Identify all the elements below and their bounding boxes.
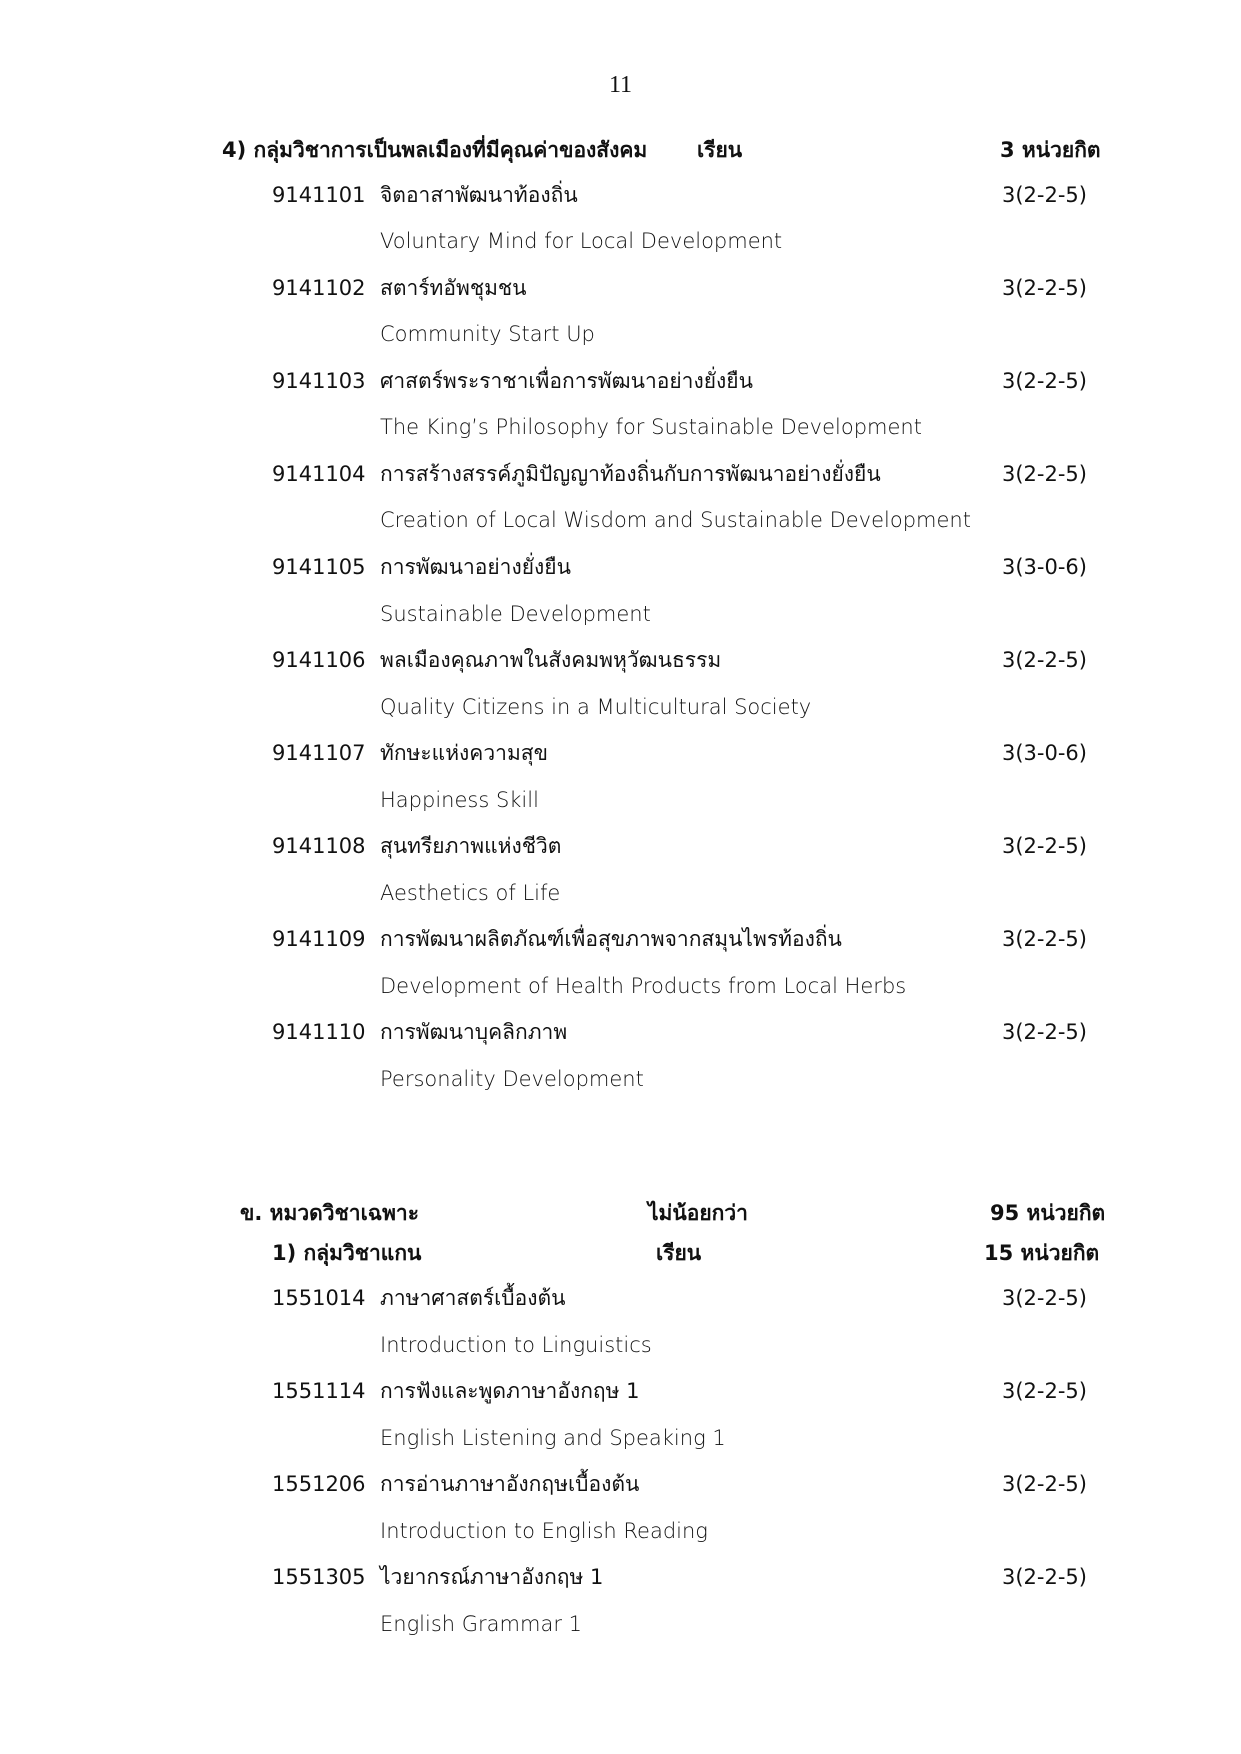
course-credit: 3(3-0-6) [1002, 741, 1087, 765]
course-code: 9141105 [272, 555, 366, 579]
course-row [0, 268, 1241, 308]
course-code: 1551305 [272, 1565, 366, 1589]
course-credit: 3(2-2-5) [1002, 1565, 1087, 1589]
course-credit: 3(2-2-5) [1002, 834, 1087, 858]
course-name-th: ทักษะแห่งความสุข [380, 741, 548, 765]
course-name-en: Community Start Up [380, 322, 595, 346]
course-credit: 3(2-2-5) [1002, 183, 1087, 207]
sectionB-title: ข. หมวดวิชาเฉพาะ [240, 1201, 419, 1225]
course-name-th: สุนทรียภาพแห่งชีวิต [380, 834, 562, 858]
course-credit: 3(2-2-5) [1002, 1379, 1087, 1403]
section4-study-label: เรียน [697, 138, 743, 162]
course-credit: 3(2-2-5) [1002, 1472, 1087, 1496]
course-code: 9141107 [272, 741, 366, 765]
course-name-en: Sustainable Development [380, 602, 651, 626]
course-code: 1551206 [272, 1472, 366, 1496]
course-code: 9141109 [272, 927, 366, 951]
course-row [0, 175, 1241, 215]
course-code: 1551114 [272, 1379, 366, 1403]
course-row [0, 1557, 1241, 1597]
course-row [0, 1278, 1241, 1318]
course-credit: 3(3-0-6) [1002, 555, 1087, 579]
course-name-th: สตาร์ทอัพชุมชน [380, 276, 527, 300]
course-name-th: การพัฒนาบุคลิกภาพ [380, 1020, 568, 1044]
page-number: 11 [608, 72, 633, 98]
course-code: 9141101 [272, 183, 366, 207]
course-row [0, 1012, 1241, 1052]
course-row [0, 1464, 1241, 1504]
course-credit: 3(2-2-5) [1002, 276, 1087, 300]
course-code: 1551014 [272, 1286, 366, 1310]
course-row [0, 1371, 1241, 1411]
course-name-th: การฟังและพูดภาษาอังกฤษ 1 [380, 1379, 640, 1403]
section4-credits: 3 หน่วยกิต [1000, 138, 1101, 162]
course-name-th: จิตอาสาพัฒนาท้องถิ่น [380, 183, 578, 207]
course-code: 9141104 [272, 462, 366, 486]
group1-credits: 15 หน่วยกิต [984, 1241, 1100, 1265]
course-name-en: Introduction to English Reading [380, 1519, 708, 1543]
course-name-en: Introduction to Linguistics [380, 1333, 652, 1357]
course-credit: 3(2-2-5) [1002, 369, 1087, 393]
course-code: 9141103 [272, 369, 366, 393]
course-name-en: Aesthetics of Life [380, 881, 561, 905]
course-code: 9141106 [272, 648, 366, 672]
course-row [0, 361, 1241, 401]
course-credit: 3(2-2-5) [1002, 1286, 1087, 1310]
course-name-th: ไวยากรณ์ภาษาอังกฤษ 1 [380, 1565, 604, 1589]
course-name-en: English Listening and Speaking 1 [380, 1426, 726, 1450]
course-name-en: The King’s Philosophy for Sustainable Development [380, 415, 922, 439]
course-row [0, 454, 1241, 494]
sectionB-credits: 95 หน่วยกิต [990, 1201, 1106, 1225]
course-name-th: ศาสตร์พระราชาเพื่อการพัฒนาอย่างยั่งยืน [380, 369, 753, 393]
sectionB-min-label: ไม่น้อยกว่า [648, 1201, 748, 1225]
course-name-th: ภาษาศาสตร์เบื้องต้น [380, 1286, 566, 1310]
course-name-en: Creation of Local Wisdom and Sustainable Development [380, 508, 971, 532]
course-row [0, 640, 1241, 680]
course-row [0, 919, 1241, 959]
course-name-th: การพัฒนาอย่างยั่งยืน [380, 555, 571, 579]
group1-study-label: เรียน [656, 1241, 702, 1265]
course-name-en: English Grammar 1 [380, 1612, 583, 1636]
course-name-en: Voluntary Mind for Local Development [380, 229, 783, 253]
course-name-en: Development of Health Products from Local Herbs [380, 974, 907, 998]
course-name-th: การพัฒนาผลิตภัณฑ์เพื่อสุขภาพจากสมุนไพรท้องถิ่น [380, 927, 842, 951]
course-code: 9141108 [272, 834, 366, 858]
course-credit: 3(2-2-5) [1002, 648, 1087, 672]
course-name-en: Happiness Skill [380, 788, 539, 812]
course-row [0, 826, 1241, 866]
course-credit: 3(2-2-5) [1002, 462, 1087, 486]
course-name-en: Quality Citizens in a Multicultural Society [380, 695, 812, 719]
section4-title: 4) กลุ่มวิชาการเป็นพลเมืองที่มีคุณค่าของสังคม [222, 138, 648, 162]
group1-title: 1) กลุ่มวิชาแกน [272, 1241, 422, 1265]
course-code: 9141102 [272, 276, 366, 300]
course-row [0, 547, 1241, 587]
course-name-th: การสร้างสรรค์ภูมิปัญญาท้องถิ่นกับการพัฒนาอย่างยั่งยืน [380, 462, 881, 486]
course-name-en: Personality Development [380, 1067, 644, 1091]
course-credit: 3(2-2-5) [1002, 927, 1087, 951]
course-code: 9141110 [272, 1020, 366, 1044]
course-name-th: การอ่านภาษาอังกฤษเบื้องต้น [380, 1472, 640, 1496]
course-name-th: พลเมืองคุณภาพในสังคมพหุวัฒนธรรม [380, 648, 722, 672]
course-row [0, 733, 1241, 773]
course-credit: 3(2-2-5) [1002, 1020, 1087, 1044]
